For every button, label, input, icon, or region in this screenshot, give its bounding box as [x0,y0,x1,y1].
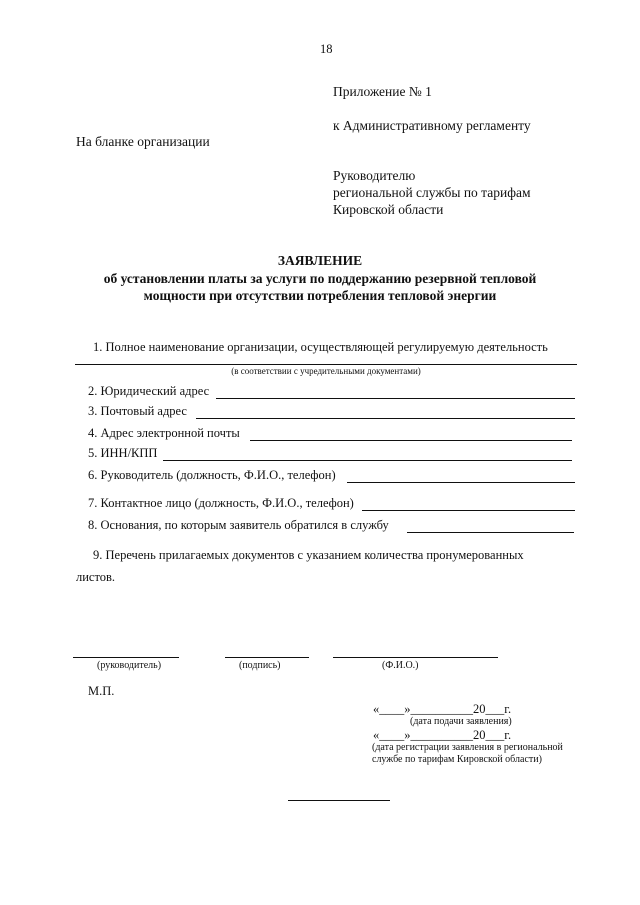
postal-address-line[interactable] [196,418,575,419]
field-inn-kpp-label: 5. ИНН/КПП [88,446,158,460]
field-grounds-label: 8. Основания, по которым заявитель обратился в службу [88,518,389,532]
field-attachments-label-line-1: 9. Перечень прилагаемых документов с указанием количества пронумерованных [93,548,524,562]
organization-name-hint: (в соответствии с учредительными документами) [231,366,421,376]
registration-date-hint-line-2: службе по тарифам Кировской области) [372,754,542,765]
addressee-line-1: Руководителю [333,168,416,183]
signature-line[interactable] [225,657,309,658]
page-number: 18 [320,42,333,56]
email-line[interactable] [250,440,572,441]
document-title: ЗАЯВЛЕНИЕ [277,253,363,268]
inn-kpp-line[interactable] [163,460,572,461]
contact-line[interactable] [362,510,575,511]
letterhead-note: На бланке организации [76,134,210,149]
bottom-separator [288,800,390,801]
stamp-label: М.П. [88,684,115,698]
legal-address-line[interactable] [216,398,575,399]
head-signature-line[interactable] [73,657,179,658]
appendix-label: Приложение № 1 [333,84,432,99]
fio-caption: (Ф.И.О.) [382,660,419,671]
field-attachments-label-line-2: листов. [76,570,116,584]
field-legal-address-label: 2. Юридический адрес [88,384,210,398]
field-organization-name-label: 1. Полное наименование организации, осуществляющей регулируемую деятельность [93,340,548,354]
submission-date-hint: (дата подачи заявления) [410,716,512,727]
submission-date[interactable]: «____»__________20___г. [373,702,512,716]
regulation-reference: к Административному регламенту [333,118,531,133]
head-line[interactable] [347,482,575,483]
grounds-line[interactable] [407,532,574,533]
registration-date-hint-line-1: (дата регистрации заявления в региональной [372,742,563,753]
addressee-line-3: Кировской области [333,202,444,217]
head-caption: (руководитель) [97,660,162,671]
document-subtitle-line-1: об установлении платы за услуги по поддержанию резервной тепловой [103,271,537,286]
document-subtitle-line-2: мощности при отсутствии потребления тепловой энергии [143,288,497,303]
field-head-label: 6. Руководитель (должность, Ф.И.О., телефон) [88,468,336,482]
organization-name-line[interactable] [75,364,577,365]
fio-line[interactable] [333,657,498,658]
field-postal-address-label: 3. Почтовый адрес [88,404,187,418]
field-email-label: 4. Адрес электронной почты [88,426,240,440]
registration-date[interactable]: «____»__________20___г. [373,728,512,742]
field-contact-label: 7. Контактное лицо (должность, Ф.И.О., телефон) [88,496,354,510]
addressee-line-2: региональной службы по тарифам [333,185,531,200]
signature-caption: (подпись) [239,660,281,671]
